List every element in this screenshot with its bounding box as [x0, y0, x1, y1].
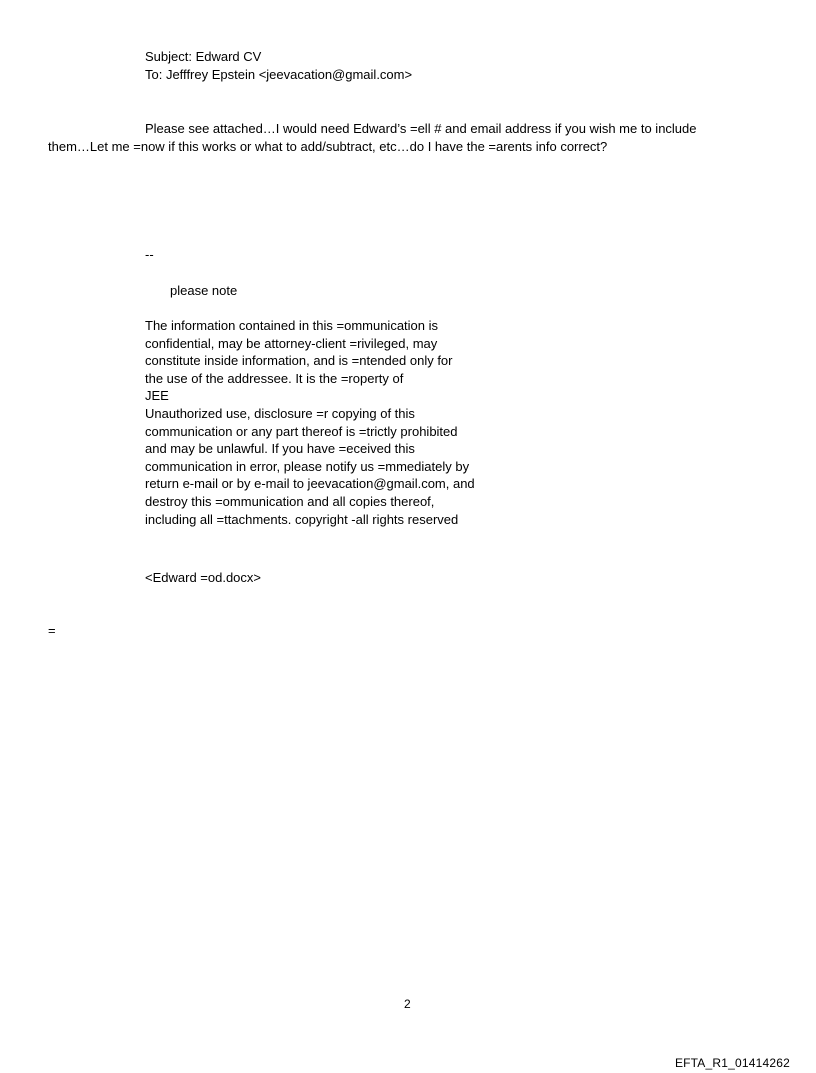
email-body-line-1: Please see attached…I would need Edward’s =ell # and email address if you wish me to include — [145, 121, 697, 136]
disclaimer-line: confidential, may be attorney-client =rivileged, may — [145, 335, 438, 351]
disclaimer-line: destroy this =ommunication and all copies thereof, — [145, 493, 435, 509]
disclaimer-line: the use of the addressee. It is the =roperty of — [145, 370, 404, 386]
page-number: 2 — [404, 997, 411, 1011]
email-body-line-2: them…Let me =now if this works or what to add/subtract, etc…do I have the =arents info correct? — [48, 139, 608, 154]
disclaimer-line: and may be unlawful. If you have =eceived this — [145, 441, 415, 457]
document-id: EFTA_R1_01414262 — [674, 1056, 790, 1070]
signature-separator: -- — [145, 247, 154, 262]
disclaimer-line: JEE — [145, 388, 169, 404]
subject-line: Subject: Edward CV — [145, 49, 262, 64]
disclaimer-line: including all =ttachments. copyright -all rights reserved — [145, 511, 459, 527]
disclaimer-line: communication or any part thereof is =trictly prohibited — [145, 423, 458, 439]
attachment-reference: <Edward =od.docx> — [145, 570, 261, 585]
trailing-equals: = — [48, 623, 56, 638]
disclaimer-line: Unauthorized use, disclosure =r copying of this — [145, 405, 415, 421]
disclaimer-line: communication in error, please notify us =mmediately by — [145, 458, 470, 474]
disclaimer-line: constitute inside information, and is =ntended only for — [145, 353, 453, 369]
to-line: To: Jefffrey Epstein <jeevacation@gmail.com> — [145, 67, 413, 82]
disclaimer-line: return e-mail or by e-mail to jeevacation@gmail.com, and — [145, 476, 475, 492]
confidentiality-disclaimer — [145, 317, 475, 528]
email-header — [145, 48, 412, 84]
note-heading: please note — [170, 283, 238, 298]
disclaimer-line: The information contained in this =ommunication is — [145, 318, 439, 333]
